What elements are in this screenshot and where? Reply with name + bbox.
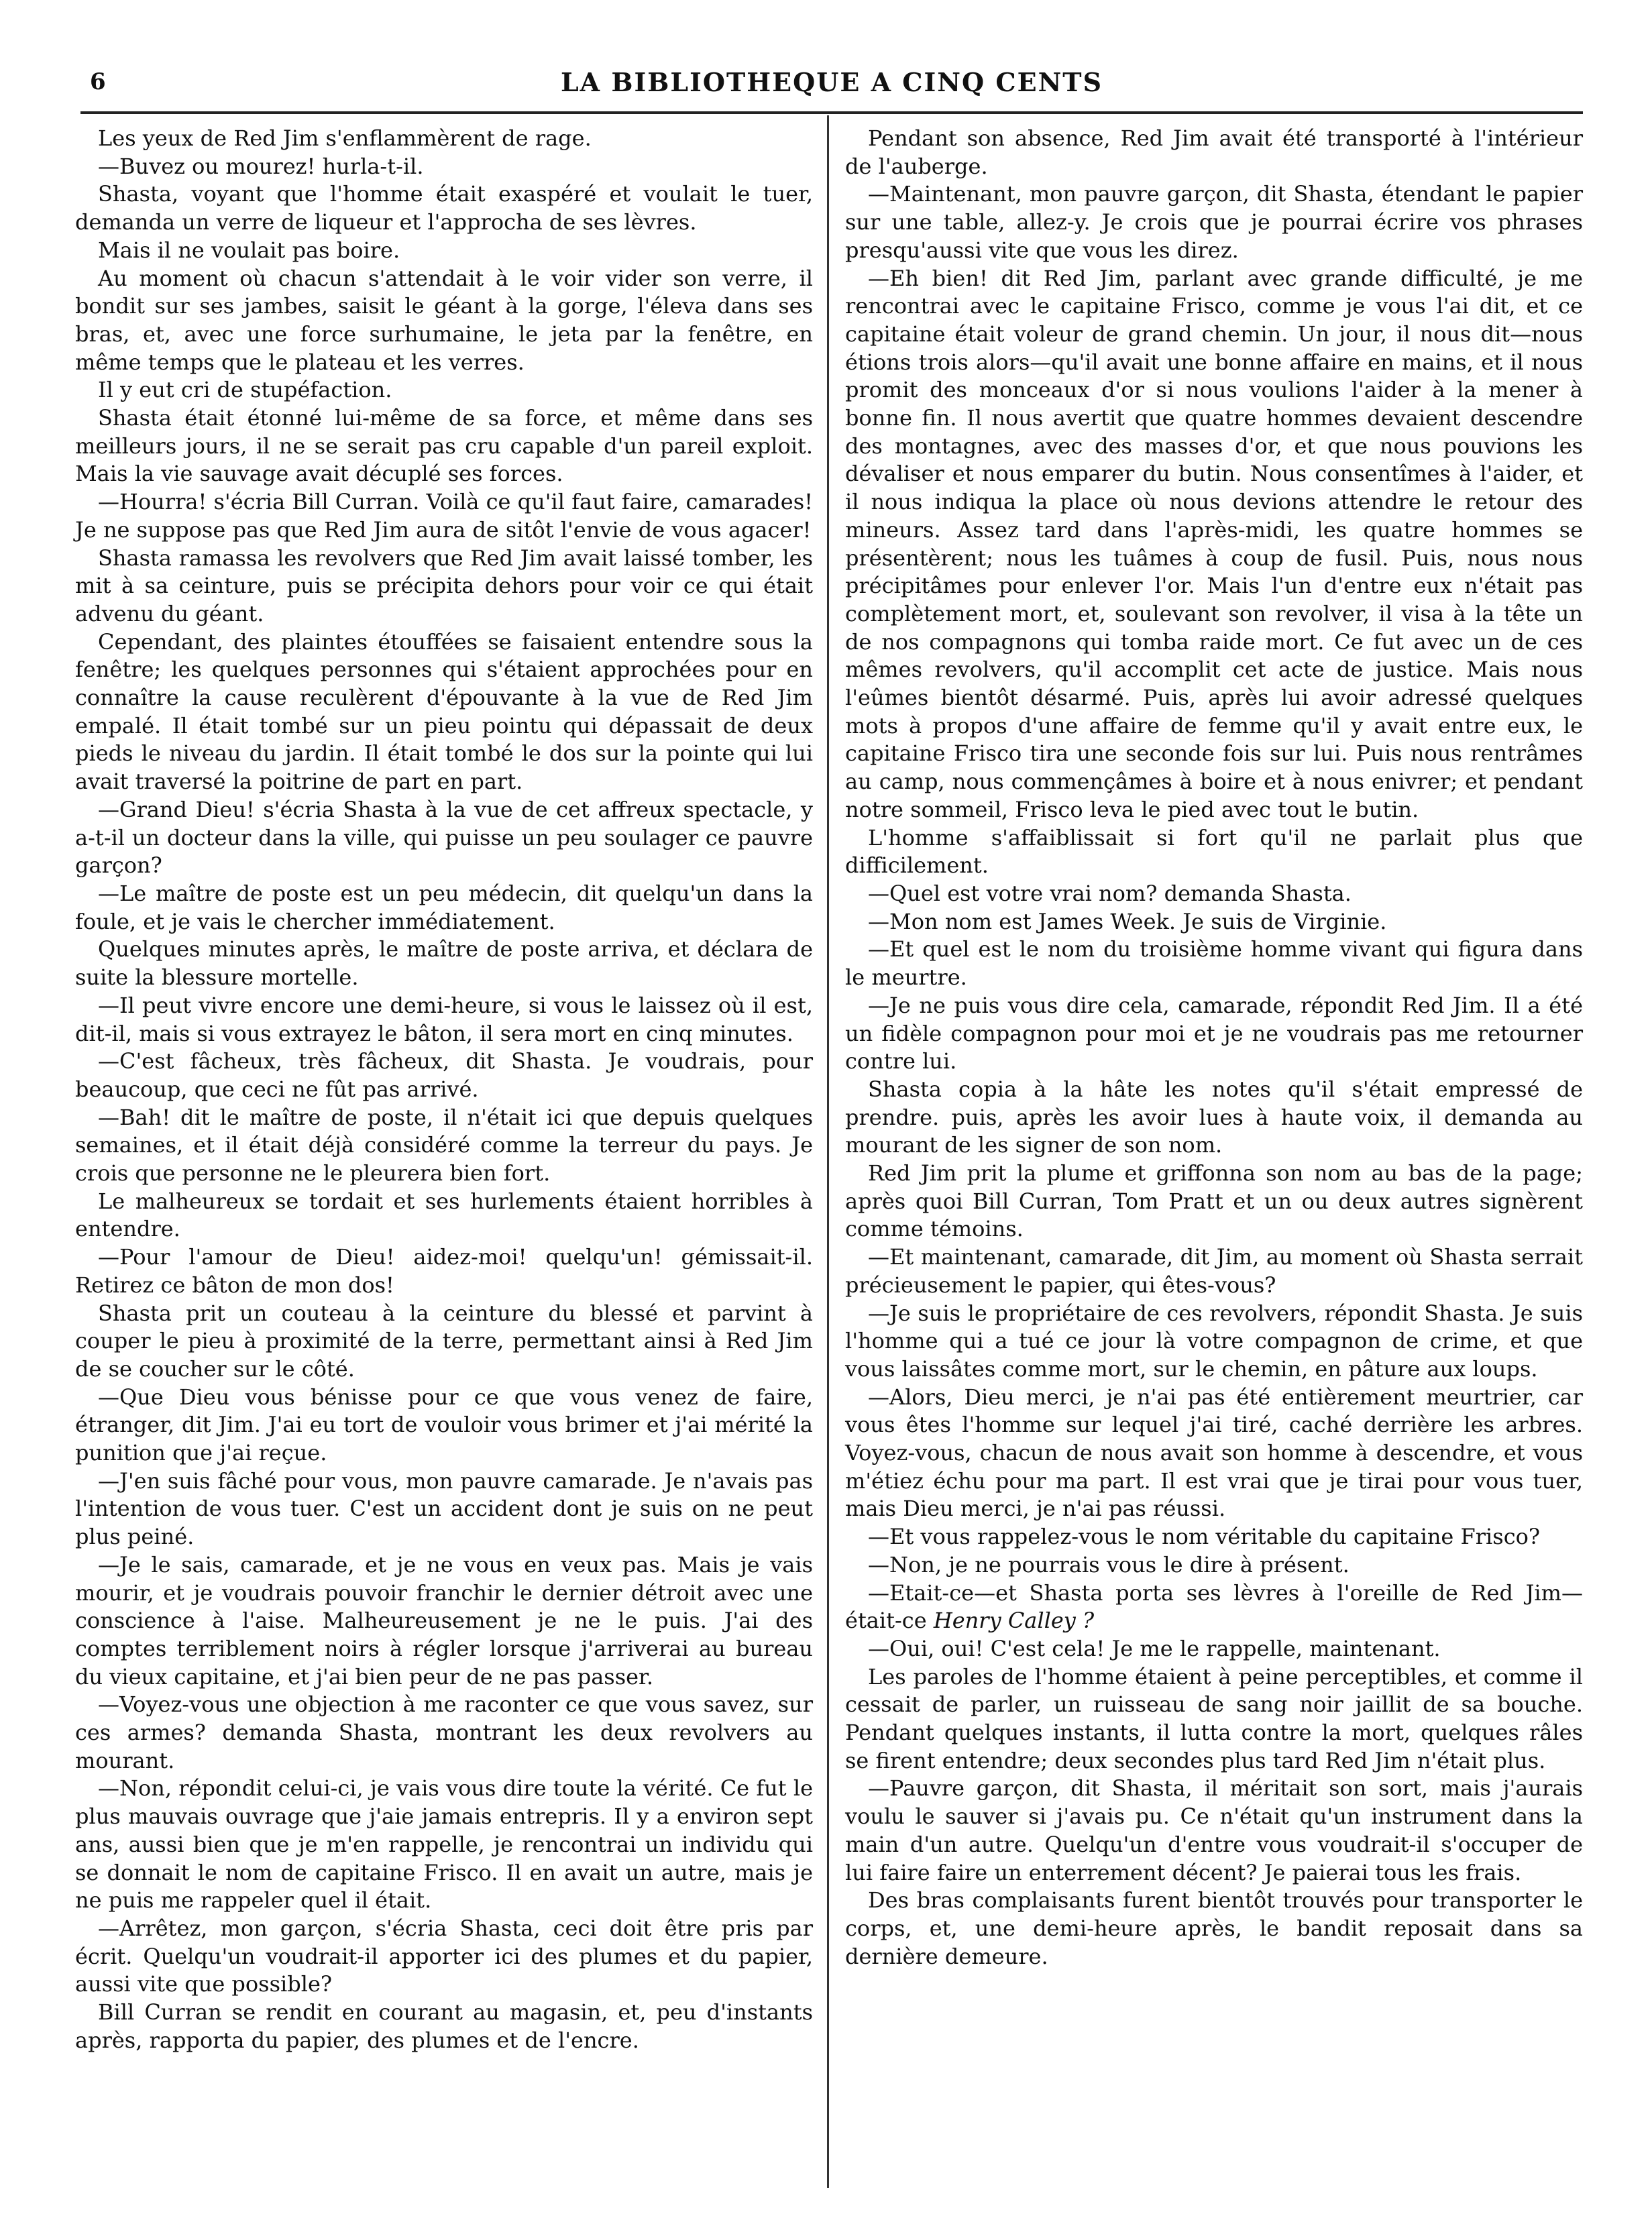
paragraph: —Non, je ne pourrais vous le dire à présent. (868, 1551, 1350, 1577)
paragraph: —Il peut vivre encore une demi-heure, si vous le laissez où il est, dit-il, mais si vous extrayez le bâton, il sera mort en cinq minutes. (75, 992, 813, 1046)
paragraph: —Alors, Dieu merci, je n'ai pas été entièrement meurtrier, car vous êtes l'homme sur lequel j'ai tiré, caché derrière les arbres. Voyez-vous, chacun de nous avait son homme à descendre, et vous m'étiez échu pour ma part. Il est vrai que je tirai pour vous tuer, mais Dieu merci, je n'ai pas réussi. (845, 1384, 1583, 1522)
paragraph: —Et quel est le nom du troisième homme vivant qui figura dans le meurtre. (845, 936, 1583, 991)
paragraph: Il y eut cri de stupéfaction. (98, 377, 392, 403)
paragraph: —Grand Dieu! s'écria Shasta à la vue de cet affreux spectacle, y a-t-il un docteur dans la ville, qui puisse un peu soulager ce pauvre garçon? (75, 796, 813, 879)
paragraph: —J'en suis fâché pour vous, mon pauvre camarade. Je n'avais pas l'intention de vous tuer. C'est un accident dont je suis on ne peut plus peiné. (75, 1467, 813, 1550)
paragraph: —Hourra! s'écria Bill Curran. Voilà ce qu'il faut faire, camarades! Je ne suppose pas que Red Jim aura de sitôt l'envie de vous agacer! (75, 489, 813, 543)
paragraph: Le malheureux se tordait et ses hurlements étaient horribles à entendre. (75, 1188, 813, 1242)
paragraph: Mais il ne voulait pas boire. (98, 237, 400, 263)
page-header (80, 67, 1583, 107)
paragraph: —Et maintenant, camarade, dit Jim, au moment où Shasta serrait précieusement le papier, qui êtes-vous? (845, 1244, 1583, 1298)
paragraph: —Quel est votre vrai nom? demanda Shasta. (868, 880, 1352, 906)
paragraph: Bill Curran se rendit en courant au magasin, et, peu d'instants après, rapporta du papier, des plumes et de l'encre. (75, 1999, 813, 2053)
paragraph: —Je le sais, camarade, et je ne vous en veux pas. Mais je vais mourir, et je voudrais pouvoir franchir le dernier détroit avec une conscience à l'aise. Malheureusement je ne le puis. J'ai des comptes terriblement noirs à régler lorsque j'arriverai au bureau du vieux capitaine, et j'ai bien peur de ne pas passer. (75, 1551, 813, 1689)
paragraph: —Pauvre garçon, dit Shasta, il méritait son sort, mais j'aurais voulu le sauver si j'avais pu. Ce n'était qu'un instrument dans la main d'un autre. Quelqu'un d'entre vous voudrait-il s'occuper de lui faire faire un enterrement décent? Je paierai tous les frais. (845, 1775, 1583, 1885)
paragraph: Shasta prit un couteau à la ceinture du blessé et parvint à couper le pieu à proximité de la terre, permettant ainsi à Red Jim de se coucher sur le côté. (75, 1300, 813, 1382)
right-column (845, 125, 1583, 1971)
column-divider (827, 115, 829, 2188)
paragraph: —C'est fâcheux, très fâcheux, dit Shasta. Je voudrais, pour beaucoup, que ceci ne fût pas arrivé. (75, 1048, 813, 1102)
paragraph: —Le maître de poste est un peu médecin, dit quelqu'un dans la foule, et je vais le chercher immédiatement. (75, 880, 813, 934)
paragraph (845, 1579, 1583, 1635)
paragraph: Shasta était étonné lui-même de sa force, et même dans ses meilleurs jours, il ne se serait pas cru capable d'un pareil exploit. Mais la vie sauvage avait décuplé ses forces. (75, 405, 813, 487)
paragraph: —Oui, oui! C'est cela! Je me le rappelle, maintenant. (868, 1635, 1441, 1661)
text-run: —Etait-ce—et Shasta porta ses lèvres à l'oreille de Red Jim—était-ce (845, 1579, 1583, 1634)
page-number: 6 (90, 68, 106, 95)
left-column (75, 125, 813, 2055)
paragraph: L'homme s'affaiblissait si fort qu'il ne parlait plus que difficilement. (845, 824, 1583, 879)
paragraph: Les paroles de l'homme étaient à peine perceptibles, et comme il cessait de parler, un ruisseau de sang noir jaillit de sa bouche. Pendant quelques instants, il lutta contre la mort, quelques râles se firent entendre; deux secondes plus tard Red Jim n'était plus. (845, 1663, 1583, 1773)
italic-name: Henry Calley ? (933, 1608, 1095, 1634)
paragraph: Quelques minutes après, le maître de poste arriva, et déclara de suite la blessure mortelle. (75, 936, 813, 991)
paragraph: —Voyez-vous une objection à me raconter ce que vous savez, sur ces armes? demanda Shasta, montrant les deux revolvers au mourant. (75, 1692, 813, 1773)
paragraph: Shasta ramassa les revolvers que Red Jim avait laissé tomber, les mit à sa ceinture, puis se précipita dehors pour voir ce qui était advenu du géant. (75, 545, 813, 626)
paragraph: Shasta, voyant que l'homme était exaspéré et voulait le tuer, demanda un verre de liqueur et l'approcha de ses lèvres. (75, 181, 813, 235)
paragraph: —Buvez ou mourez! hurla-t-il. (98, 153, 424, 179)
paragraph: Pendant son absence, Red Jim avait été transporté à l'intérieur de l'auberge. (845, 125, 1583, 179)
paragraph: —Maintenant, mon pauvre garçon, dit Shasta, étendant le papier sur une table, allez-y. Je crois que je pourrai écrire vos phrases presqu'aussi vite que vous les direz. (845, 181, 1583, 263)
paragraph: Des bras complaisants furent bientôt trouvés pour transporter le corps, et, une demi-heure après, le bandit reposait dans sa dernière demeure. (845, 1887, 1583, 1969)
paragraph: —Eh bien! dit Red Jim, parlant avec grande difficulté, je me rencontrai avec le capitaine Frisco, comme je vous l'ai dit, et ce capitaine était voleur de grand chemin. Un jour, il nous dit—nous étions trois alors—qu'il avait une bonne affaire en mains, et il nous promit des monceaux d'or si nous voulions l'aider à la mener à bonne fin. Il nous avertit que quatre hommes devaient descendre des montagnes, avec des masses d'or, et que nous pouvions les dévaliser et nous emparer du butin. Nous consentîmes à l'aider, et il nous indiqua la place où nous devions attendre le retour des mineurs. Assez tard dans l'après-midi, les quatre hommes se présentèrent; nous les tuâmes à coup de fusil. Puis, nous nous précipitâmes pour enlever l'or. Mais l'un d'entre eux n'était pas complètement mort, et, soulevant son revolver, il visa à la tête un de nos compagnons qui tomba raide mort. Ce fut avec un de ces mêmes revolvers, qu'il accomplit cet acte de justice. Mais nous l'eûmes bientôt désarmé. Puis, après lui avoir adressé quelques mots à propos d'une affaire de femme qu'il y avait entre eux, le capitaine Frisco tira une seconde fois sur lui. Puis nous rentrâmes au camp, nous commençâmes à boire et à nous enivrer; et pendant notre sommeil, Frisco leva le pied avec tout le butin. (845, 265, 1583, 822)
paragraph: —Non, répondit celui-ci, je vais vous dire toute la vérité. Ce fut le plus mauvais ouvrage que j'aie jamais entrepris. Il y a environ sept ans, aussi bien que je m'en rappelle, je rencontrai un individu qui se donnait le nom de capitaine Frisco. Il en avait un autre, mais je ne puis me rappeler quel il était. (75, 1775, 813, 1914)
header-rule (80, 111, 1583, 114)
paragraph: —Mon nom est James Week. Je suis de Virginie. (868, 908, 1387, 934)
running-title: LA BIBLIOTHEQUE A CINQ CENTS (560, 67, 1103, 97)
paragraph: —Que Dieu vous bénisse pour ce que vous venez de faire, étranger, dit Jim. J'ai eu tort de vouloir vous brimer et j'ai mérité la punition que j'ai reçue. (75, 1384, 813, 1466)
paragraph: —Je ne puis vous dire cela, camarade, répondit Red Jim. Il a été un fidèle compagnon pour moi et je ne voudrais pas me retourner contre lui. (845, 992, 1583, 1074)
paragraph: —Pour l'amour de Dieu! aidez-moi! quelqu'un! gémissait-il. Retirez ce bâton de mon dos! (75, 1244, 813, 1298)
paragraph: —Arrêtez, mon garçon, s'écria Shasta, ceci doit être pris par écrit. Quelqu'un voudrait-il apporter ici des plumes et du papier, aussi vite que possible? (75, 1916, 813, 1997)
paragraph: Red Jim prit la plume et griffonna son nom au bas de la page; après quoi Bill Curran, Tom Pratt et un ou deux autres signèrent comme témoins. (845, 1160, 1583, 1242)
paragraph: Les yeux de Red Jim s'enflammèrent de rage. (98, 125, 592, 151)
paragraph: —Et vous rappelez-vous le nom véritable du capitaine Frisco? (868, 1524, 1541, 1550)
paragraph: Shasta copia à la hâte les notes qu'il s'était empressé de prendre. puis, après les avoir lues à haute voix, il demanda au mourant de les signer de son nom. (845, 1076, 1583, 1158)
paragraph: —Bah! dit le maître de poste, il n'était ici que depuis quelques semaines, et il était déjà considéré comme la terreur du pays. Je crois que personne ne le pleurera bien fort. (75, 1104, 813, 1186)
paragraph: —Je suis le propriétaire de ces revolvers, répondit Shasta. Je suis l'homme qui a tué ce jour là votre compagnon de crime, et que vous laissâtes comme mort, sur le chemin, en pâture aux loups. (845, 1300, 1583, 1382)
paragraph: Cependant, des plaintes étouffées se faisaient entendre sous la fenêtre; les quelques personnes qui s'étaient approchées pour en connaître la cause reculèrent d'épouvante à la vue de Red Jim empalé. Il était tombé sur un pieu pointu qui dépassait de deux pieds le niveau du jardin. Il était tombé le dos sur la pointe qui lui avait traversé la poitrine de part en part. (75, 628, 813, 795)
paragraph: Au moment où chacun s'attendait à le voir vider son verre, il bondit sur ses jambes, saisit le géant à la gorge, l'éleva dans ses bras, et, avec une force surhumaine, le jeta par la fenêtre, en même temps que le plateau et les verres. (75, 265, 813, 375)
